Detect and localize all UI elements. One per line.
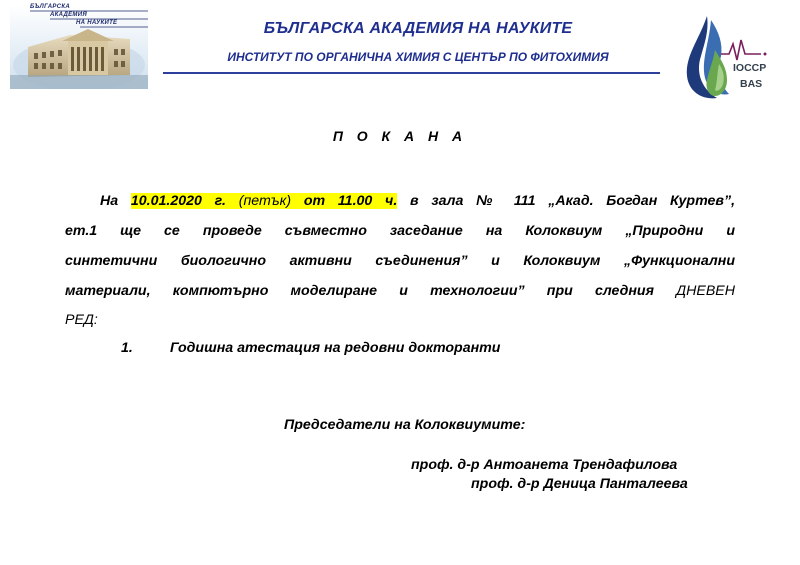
logo-text-line1: БЪЛГАРСКА (30, 4, 70, 10)
agenda-item-text: Годишна атестация на редовни докторанти (170, 340, 501, 356)
paragraph-line-3: синтетични биологично активни съединения” и Колоквиум „Функционални (65, 253, 735, 269)
logo-text-line3: НА НАУКИТЕ (76, 20, 118, 26)
institute-subtitle: ИНСТИТУТ ПО ОРГАНИЧНА ХИМИЯ С ЦЕНТЪР ПО ФИТОХИМИЯ (227, 50, 609, 64)
meeting-day: (петък) (225, 193, 304, 209)
agenda-item-number: 1. (121, 340, 133, 356)
meeting-date: 10.01.2020 г. (130, 193, 226, 209)
paragraph-line-1 (100, 192, 735, 211)
chairs-label: Председатели на Колоквиумите: (284, 417, 526, 433)
chair-name: проф. д-р Деница Панталеева (471, 476, 688, 492)
paragraph-line-2: ет.1 ще се проведе съвместно заседание на Колоквиум „Природни и (65, 223, 735, 239)
paragraph-line-4 (65, 282, 735, 301)
meeting-time: от 11.00 ч. (303, 193, 398, 209)
logo-ioccp-text: IOCCP (733, 62, 767, 74)
page-title: БЪЛГАРСКА АКАДЕМИЯ НА НАУКИТЕ (263, 20, 573, 37)
agenda-word: ДНЕВЕН (676, 283, 735, 299)
paragraph-line-5: РЕД: (65, 312, 98, 328)
line1-rest: в зала № 111 „Акад. Богдан Куртев”, (397, 193, 736, 209)
ioccp-logo (681, 10, 777, 102)
academy-logo (10, 5, 148, 89)
line4-text: материали, компютърно моделиране и технологии” при следния (65, 283, 677, 299)
line1-prefix: На (100, 193, 131, 209)
logo-text-line2: АКАДЕМИЯ (50, 12, 87, 18)
chair-name: проф. д-р Антоанета Трендафилова (411, 457, 678, 473)
logo-bas-text: BAS (740, 78, 763, 90)
header-divider (163, 72, 660, 74)
flask-drop-icon (681, 10, 777, 102)
invitation-heading: П О К А Н А (332, 128, 468, 144)
